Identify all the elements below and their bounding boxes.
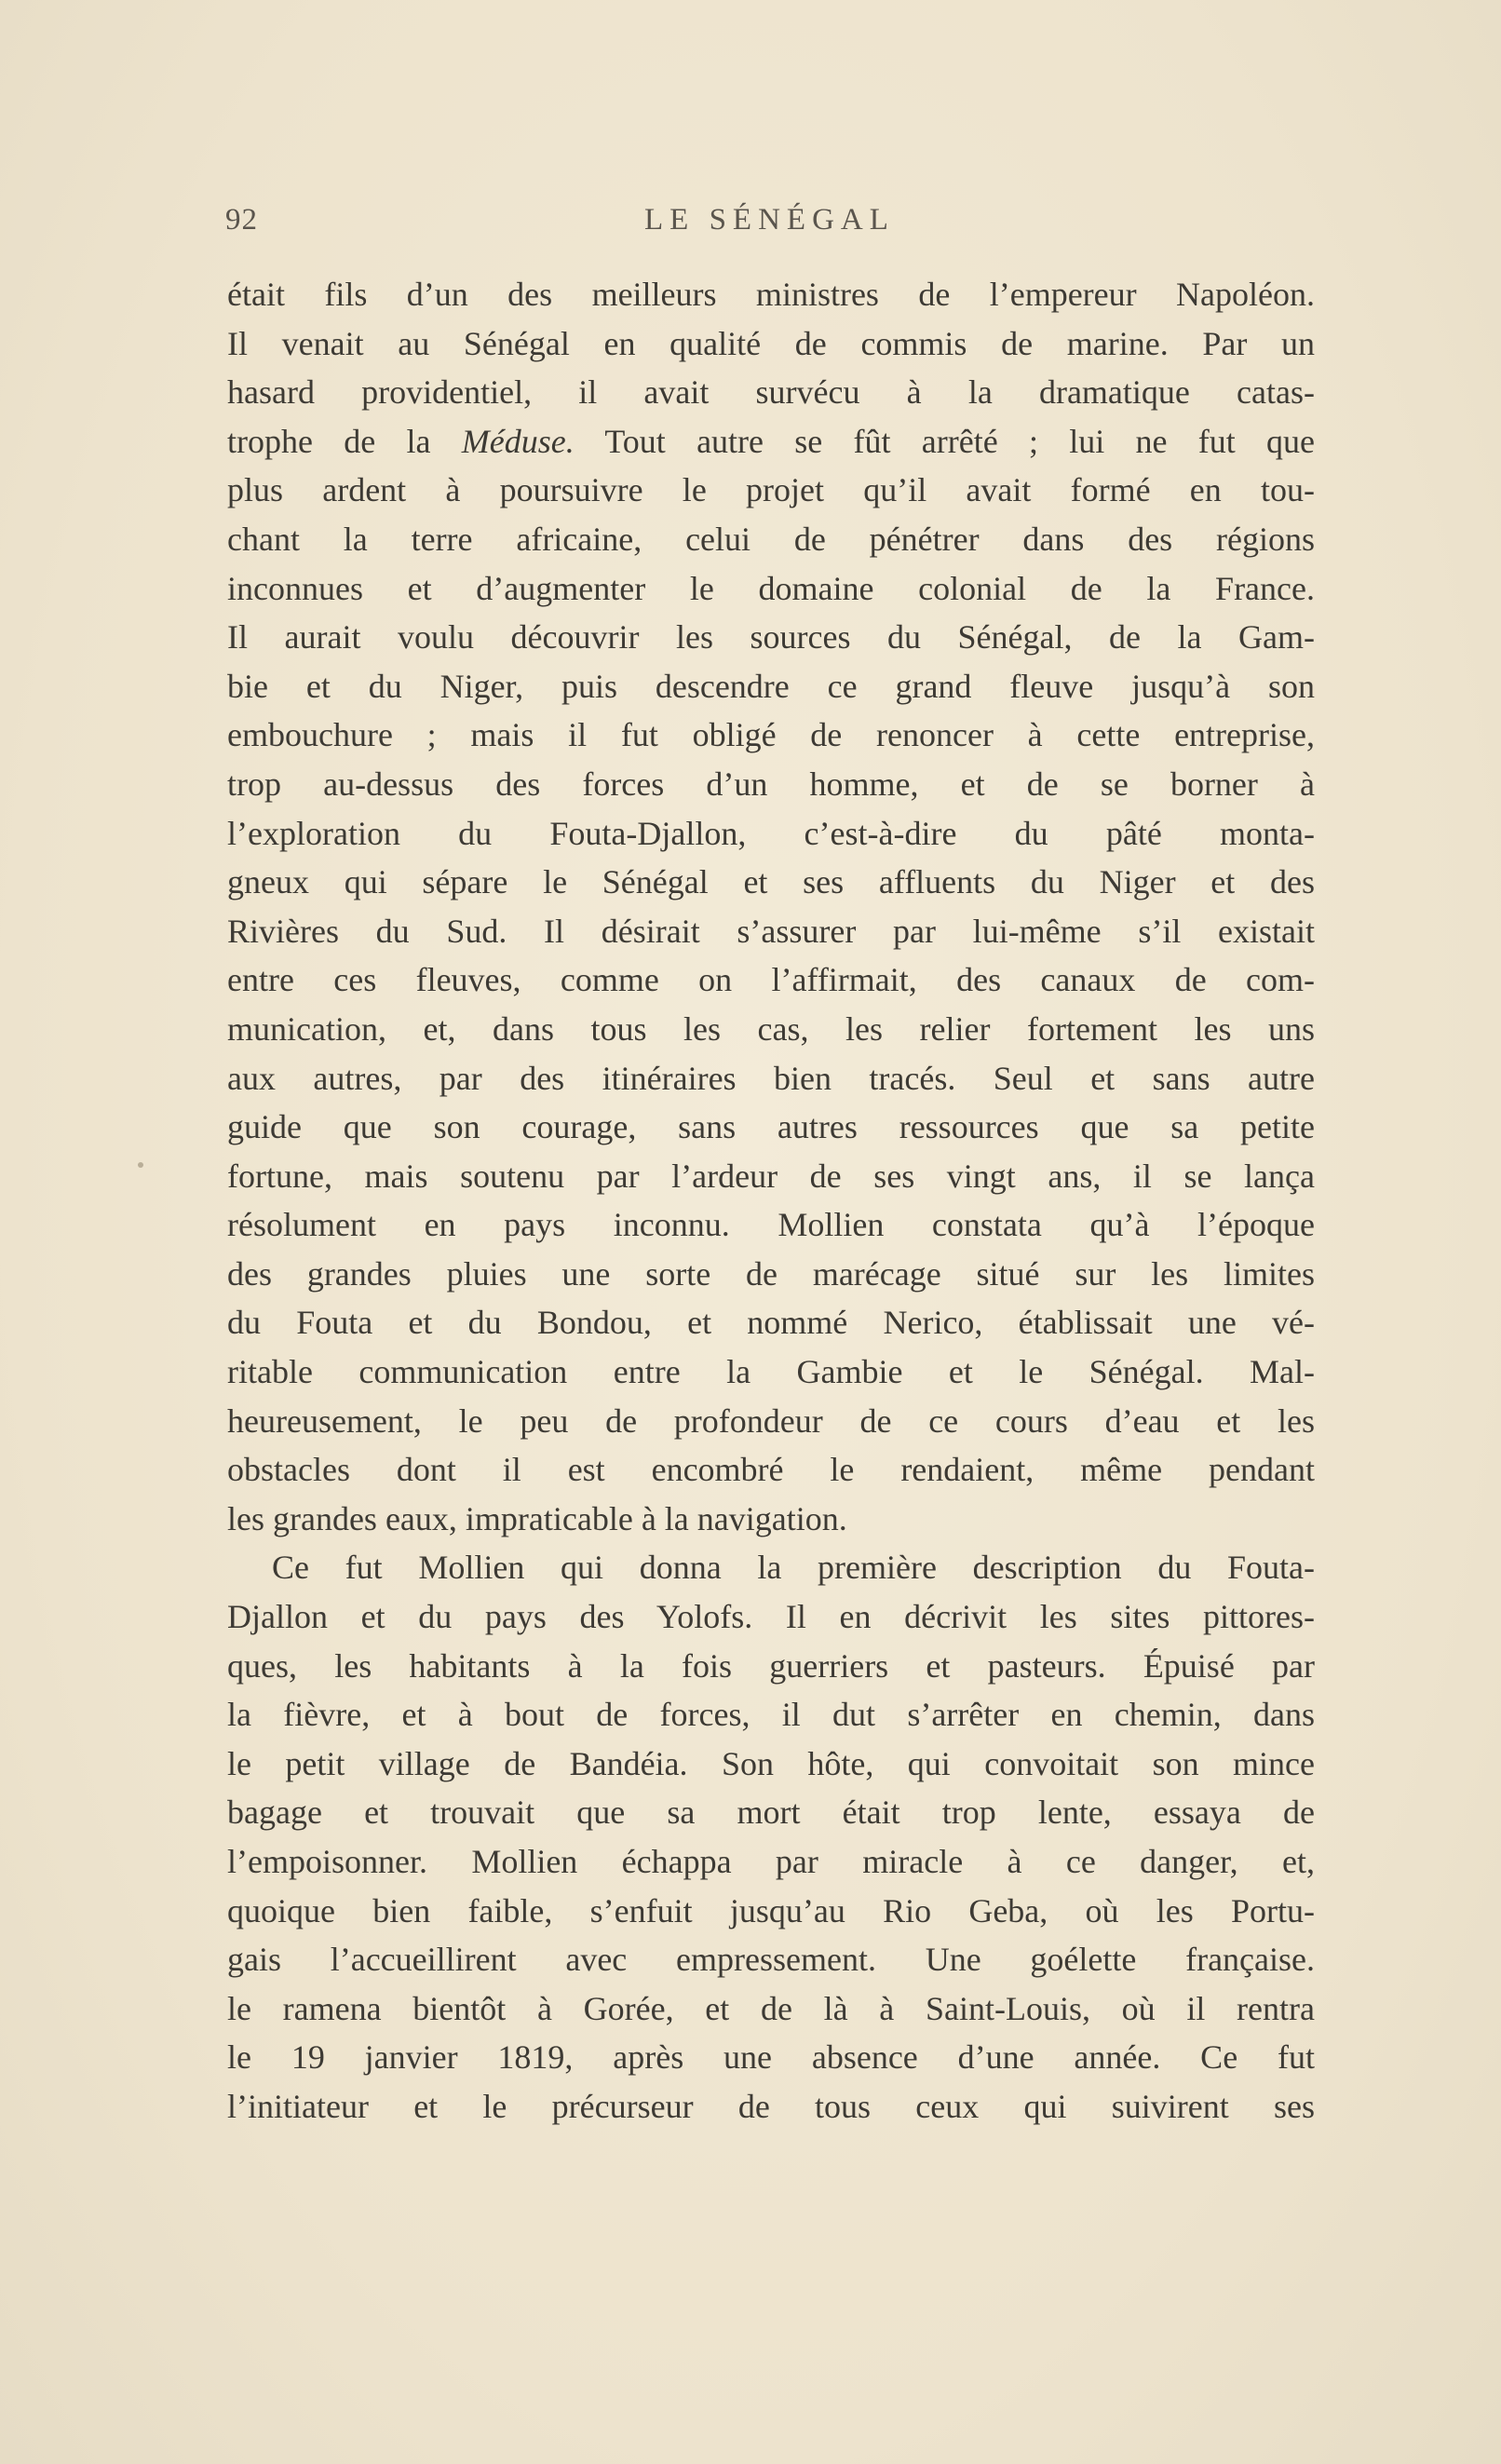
text-line: embouchure ; mais il fut obligé de renoncer à cette entreprise, bbox=[227, 716, 1315, 754]
text-line: ritable communication entre la Gambie et le Sénégal. Mal- bbox=[227, 1353, 1315, 1391]
text-line: la fièvre, et à bout de forces, il dut s’arrêter en chemin, dans bbox=[227, 1696, 1315, 1734]
text-line: munication, et, dans tous les cas, les relier fortement les uns bbox=[227, 1009, 1315, 1048]
text-line: inconnues et d’augmenter le domaine colonial de la France. bbox=[227, 569, 1315, 607]
text-line: ques, les habitants à la fois guerriers et pasteurs. Épuisé par bbox=[227, 1646, 1315, 1685]
ship-name-italic: Méduse. bbox=[461, 422, 575, 460]
text-line: fortune, mais soutenu par l’ardeur de ses vingt ans, il se lança bbox=[227, 1157, 1315, 1195]
text-line: gais l’accueillirent avec empressement. Une goélette française. bbox=[227, 1941, 1315, 1979]
text-line: le ramena bientôt à Gorée, et de là à Saint-Louis, où il rentra bbox=[227, 1989, 1315, 2027]
text-line: chant la terre africaine, celui de pénétrer dans des régions bbox=[227, 520, 1315, 558]
text-line: des grandes pluies une sorte de marécage situé sur les limites bbox=[227, 1254, 1315, 1293]
text-line: entre ces fleuves, comme on l’affirmait, des canaux de com- bbox=[227, 961, 1315, 999]
text-line: l’empoisonner. Mollien échappa par miracle à ce danger, et, bbox=[227, 1843, 1315, 1880]
text-line: le petit village de Bandéia. Son hôte, qui convoitait son mince bbox=[227, 1744, 1315, 1782]
body-text bbox=[227, 270, 1315, 2132]
text-line bbox=[227, 417, 1315, 467]
text-line: Il venait au Sénégal en qualité de commis de marine. Par un bbox=[227, 324, 1315, 362]
text-line: du Fouta et du Bondou, et nommé Nerico, établissait une vé- bbox=[227, 1304, 1315, 1342]
running-title: LE SÉNÉGAL bbox=[644, 203, 895, 237]
page-number: 92 bbox=[225, 203, 258, 237]
text-line: guide que son courage, sans autres ressources que sa petite bbox=[227, 1108, 1315, 1146]
text-line: l’exploration du Fouta-Djallon, c’est-à-dire du pâté monta- bbox=[227, 814, 1315, 852]
text-line: Djallon et du pays des Yolofs. Il en décrivit les sites pittores- bbox=[227, 1598, 1315, 1636]
paragraph-start-line: Ce fut Mollien qui donna la première description du Fouta- bbox=[272, 1549, 1315, 1587]
text-line: bie et du Niger, puis descendre ce grand fleuve jusqu’à son bbox=[227, 667, 1315, 705]
text-line: trop au-dessus des forces d’un homme, et de se borner à bbox=[227, 765, 1315, 803]
text-line: Rivières du Sud. Il désirait s’assurer par lui-même s’il existait bbox=[227, 912, 1315, 950]
text-line: bagage et trouvait que sa mort était trop lente, essaya de bbox=[227, 1794, 1315, 1832]
text-line: obstacles dont il est encombré le rendaient, même pendant bbox=[227, 1451, 1315, 1489]
text-line: Il aurait voulu découvrir les sources du Sénégal, de la Gam- bbox=[227, 618, 1315, 657]
page-header bbox=[225, 203, 1287, 259]
text-line: hasard providentiel, il avait survécu à la dramatique catas- bbox=[227, 373, 1315, 412]
text-line: résolument en pays inconnu. Mollien constata qu’à l’époque bbox=[227, 1206, 1315, 1244]
paper-speck bbox=[138, 1162, 143, 1168]
text-segment: trophe de la bbox=[227, 422, 462, 460]
text-line: heureusement, le peu de profondeur de ce cours d’eau et les bbox=[227, 1401, 1315, 1440]
text-line: plus ardent à poursuivre le projet qu’il avait formé en tou- bbox=[227, 471, 1315, 509]
text-line: gneux qui sépare le Sénégal et ses affluents du Niger et des bbox=[227, 863, 1315, 901]
text-line: quoique bien faible, s’enfuit jusqu’au Rio Geba, où les Portu- bbox=[227, 1891, 1315, 1929]
paragraph-end-line: les grandes eaux, impraticable à la navigation. bbox=[227, 1499, 847, 1537]
text-line: l’initiateur et le précurseur de tous ceux qui suivirent ses bbox=[227, 2087, 1315, 2125]
text-line: le 19 janvier 1819, après une absence d’une année. Ce fut bbox=[227, 2038, 1315, 2077]
text-line: était fils d’un des meilleurs ministres de l’empereur Napoléon. bbox=[227, 276, 1315, 313]
text-line: aux autres, par des itinéraires bien tracés. Seul et sans autre bbox=[227, 1059, 1315, 1097]
text-segment: Tout autre se fût arrêté ; lui ne fut que bbox=[574, 422, 1315, 460]
